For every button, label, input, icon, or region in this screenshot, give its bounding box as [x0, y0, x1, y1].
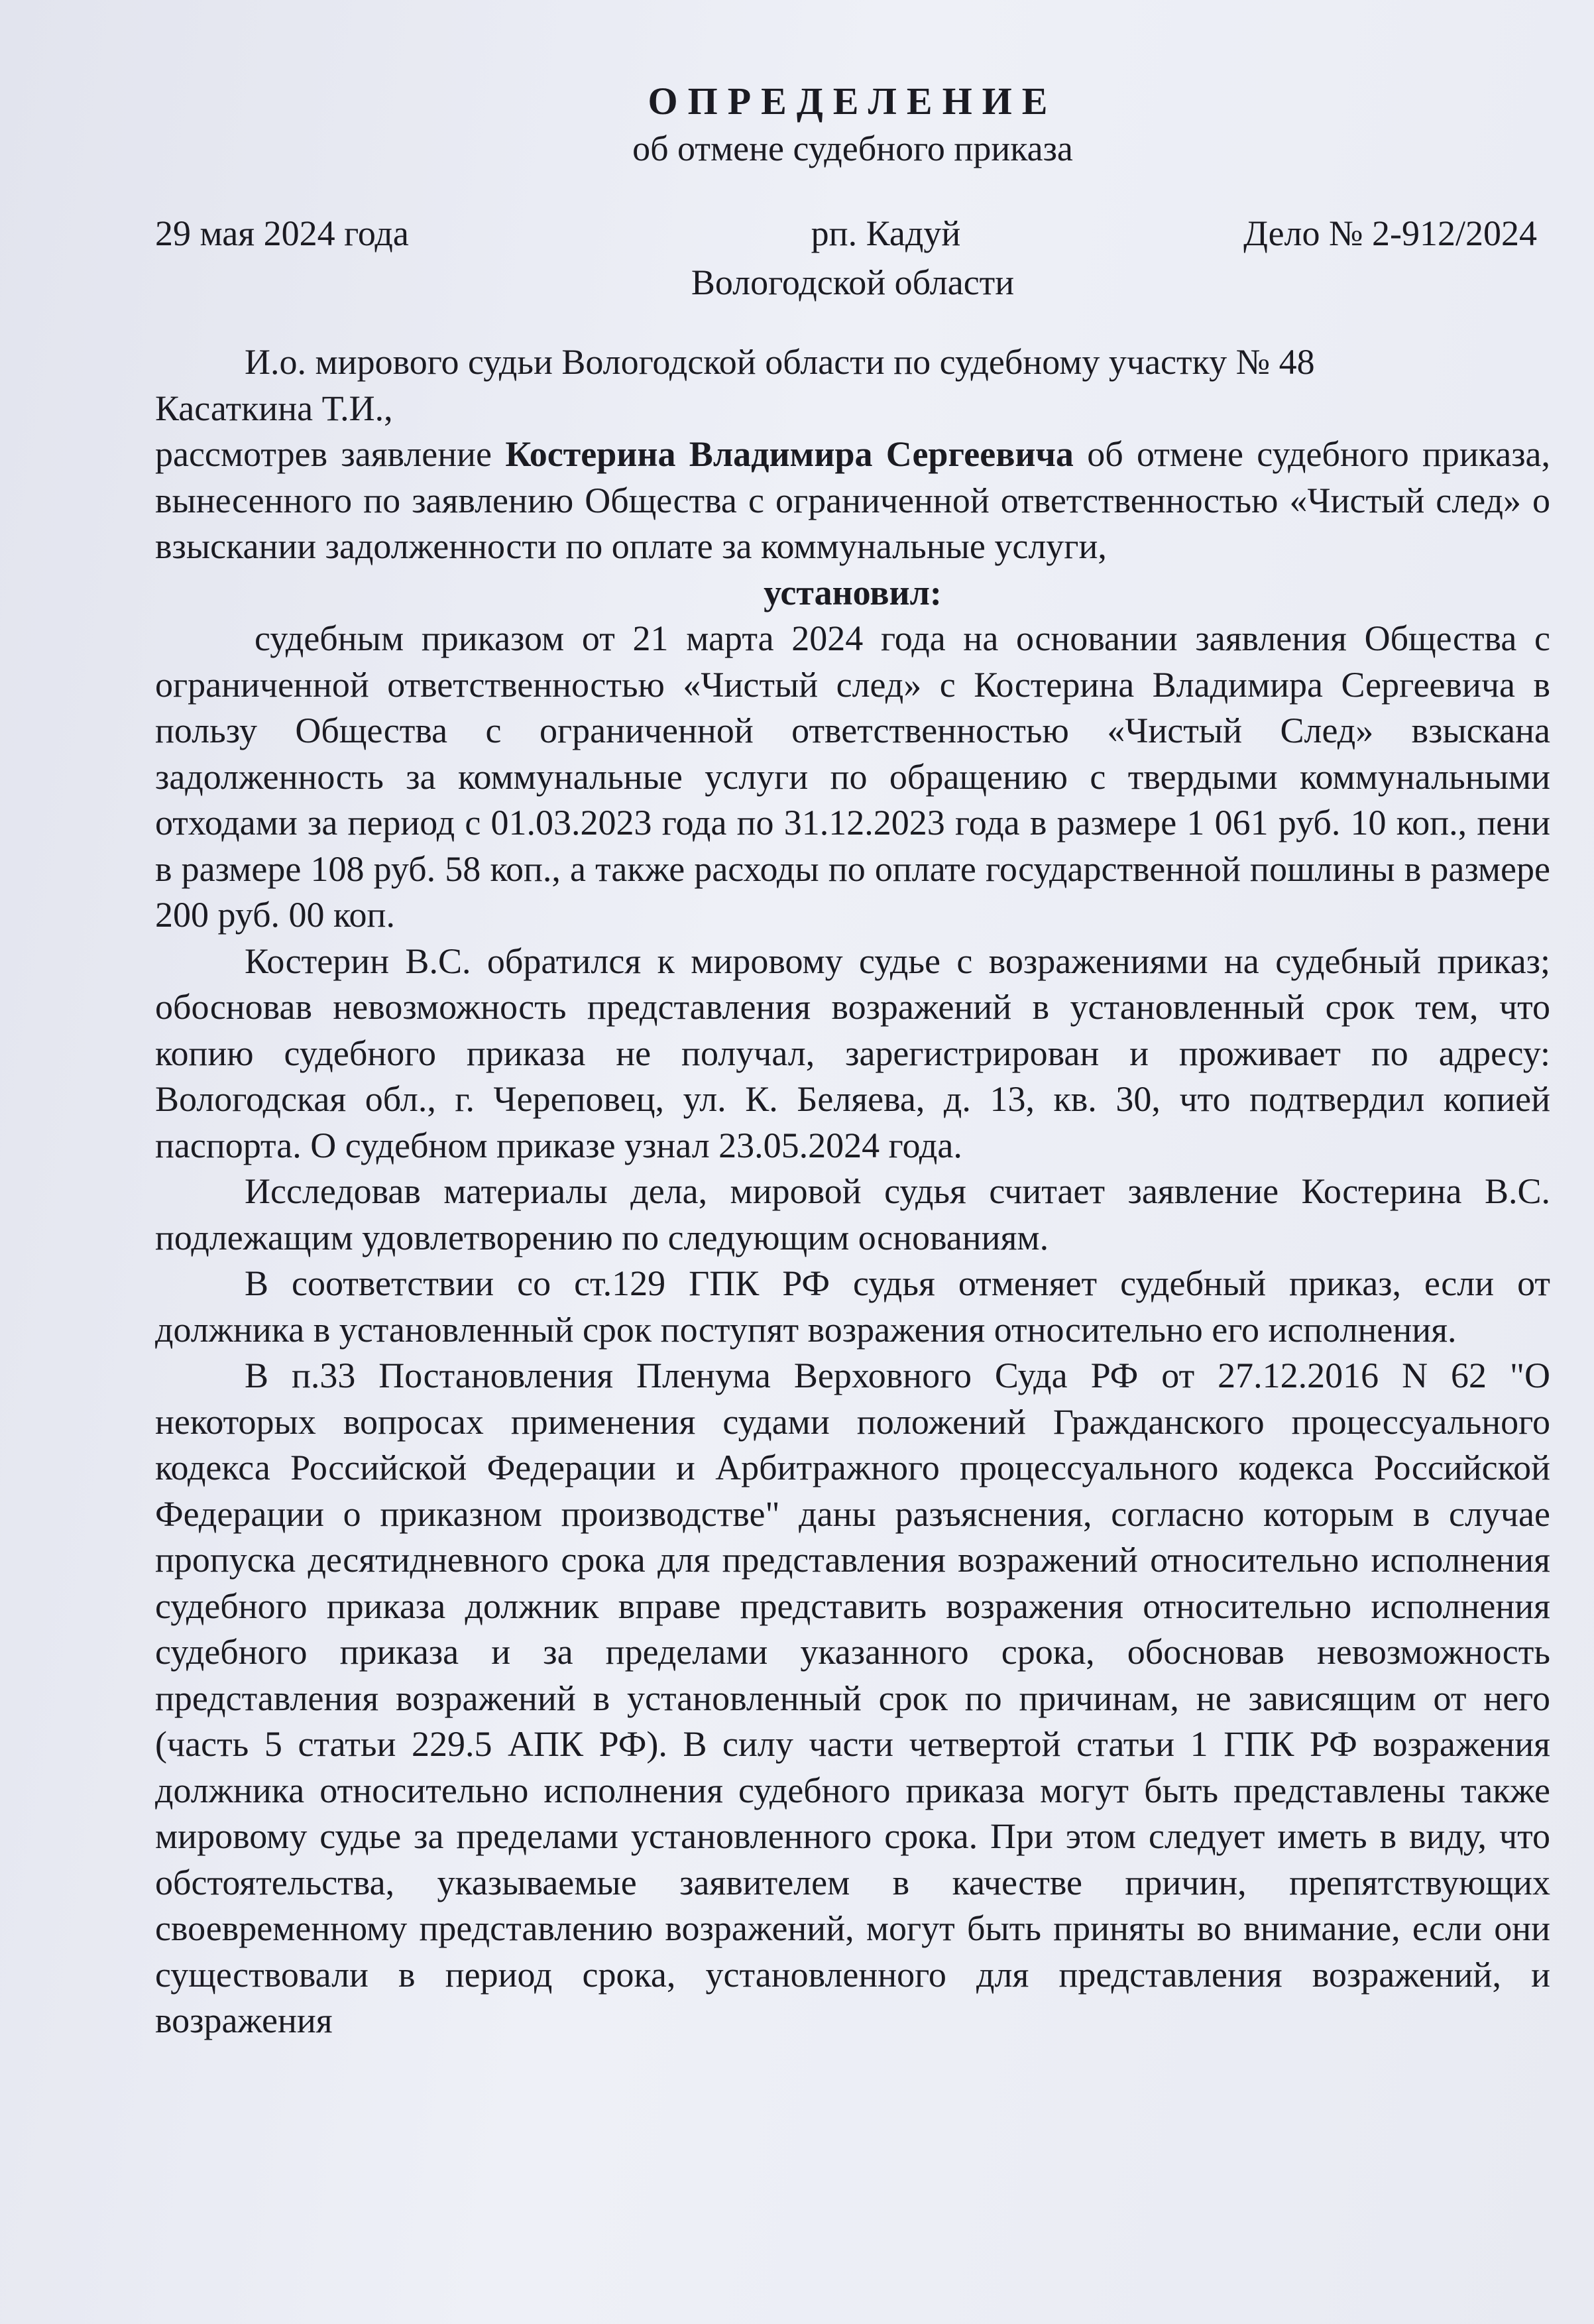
- paragraph-order: судебным приказом от 21 марта 2024 года на основании заявления Общества с ограниченной ответственностью «Чистый след» с Костерина Владимира Сергеевича в пользу Общества с ограниченной ответственностью «Чистый След» взыскана задолженность за коммунальные услуги по обращению с твердыми коммунальными отходами за период с 01.03.2023 года по 31.12.2023 года в размере 1 061 руб. 10 коп., пени в размере 108 руб. 58 коп., а также расходы по оплате государственной пошлины в размере 200 руб. 00 коп.: [155, 618, 1550, 935]
- document-date: 29 мая 2024 года: [155, 213, 409, 253]
- document-title: ОПРЕДЕЛЕНИЕ: [648, 80, 1058, 123]
- document-subtitle: об отмене судебного приказа: [632, 129, 1073, 168]
- paragraph-objection: Костерин В.С. обратился к мировому судье с возражениями на судебный приказ; обосновав невозможность представления возражений в установленный срок тем, что копию судебного приказа не получал, зарегистрирован и проживает по адресу: Вологодская обл., г. Череповец, ул. К. Беляева, д. 13, кв. 30, что подтвердил копией паспорта. О судебном приказе узнал 23.05.2024 года.: [155, 941, 1550, 1165]
- document-header-row: [155, 211, 1550, 257]
- intro-post: об отмене судебного приказа, вынесенного по заявлению Общества с ограниченной ответственностью «Чистый след» о взыскании задолженности по оплате за коммунальные услуги,: [155, 434, 1550, 566]
- document-region: Вологодской области: [691, 262, 1015, 302]
- document-body: [155, 339, 1550, 2044]
- intro-line-name: Касаткина Т.И.,: [155, 388, 393, 428]
- document-place: рп. Кадуй: [811, 213, 961, 253]
- paragraph-examination: Исследовав материалы дела, мировой судья считает заявление Костерина В.С. подлежащим удовлетворению по следующим основаниям.: [155, 1171, 1550, 1257]
- intro-paragraph: [155, 432, 1550, 570]
- case-number: Дело № 2-912/2024: [1243, 213, 1537, 253]
- intro-line-judge: И.о. мирового судьи Вологодской области по судебному участку № 48: [245, 342, 1315, 382]
- established-heading: установил:: [764, 572, 942, 612]
- applicant-name: Костерина Владимира Сергеевича: [505, 434, 1074, 474]
- intro-pre: рассмотрев заявление: [155, 434, 506, 474]
- paragraph-plenum: В п.33 Постановления Пленума Верховного Суда РФ от 27.12.2016 N 62 "О некоторых вопросах применения судами положений Гражданского процессуального кодекса Российской Федерации и Арбитражного процессуального кодекса Российской Федерации о приказном производстве" даны разъяснения, согласно которым в случае пропуска десятидневного срока для представления возражений относительно исполнения судебного приказа должник вправе представить возражения относительно исполнения судебного приказа и за пределами указанного срока, обосновав невозможность представления возражений в установленный срок по причинам, не зависящим от него (часть 5 статьи 229.5 АПК РФ). В силу части четвертой статьи 1 ГПК РФ возражения должника относительно исполнения судебного приказа могут быть представлены также мировому судье за пределами установленного срока. При этом следует иметь в виду, что обстоятельства, указываемые заявителем в качестве причин, препятствующих своевременному представлению возражений, могут быть приняты во внимание, если они существовали в период срока, установленного для представления возражений, и возражения: [155, 1356, 1550, 2040]
- paragraph-article-129: В соответствии со ст.129 ГПК РФ судья отменяет судебный приказ, если от должника в установленный срок поступят возражения относительно его исполнения.: [155, 1263, 1550, 1350]
